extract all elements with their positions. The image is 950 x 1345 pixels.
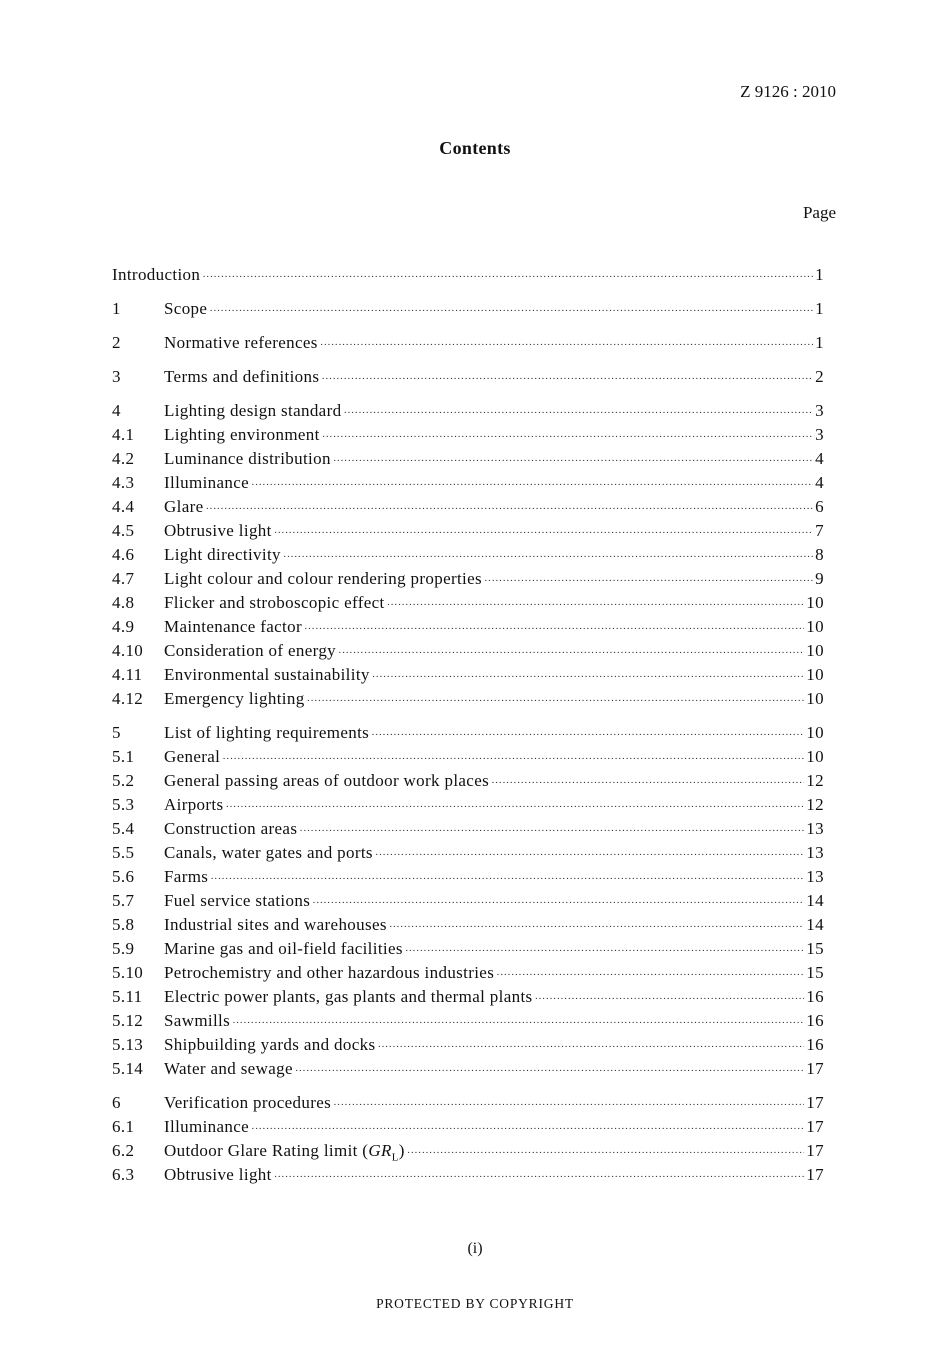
toc-section-number: 4.10 xyxy=(112,641,144,660)
dot-leader xyxy=(225,795,804,815)
toc-page-number: 13 xyxy=(806,843,824,862)
toc-entry[interactable] xyxy=(112,795,824,819)
toc-section-number: 5.1 xyxy=(112,747,135,766)
toc-section-title: List of lighting requirements xyxy=(164,723,370,742)
dot-leader xyxy=(375,843,804,863)
toc-section-number: 5.11 xyxy=(112,987,143,1006)
toc-entry[interactable] xyxy=(112,747,824,771)
toc-section-title: Fuel service stations xyxy=(164,891,311,910)
dot-leader xyxy=(389,915,804,935)
toc-section-number: 5.6 xyxy=(112,867,135,886)
toc-entry[interactable] xyxy=(112,545,824,569)
toc-page-number: 15 xyxy=(806,963,824,982)
toc-page-number: 14 xyxy=(806,891,824,910)
toc-page-number: 14 xyxy=(806,915,824,934)
toc-entry[interactable] xyxy=(112,665,824,689)
dot-leader xyxy=(377,1035,804,1055)
toc-section-number: 4.9 xyxy=(112,617,135,636)
toc-section-number: 1 xyxy=(112,299,121,318)
toc-page-number: 12 xyxy=(806,771,824,790)
toc-page-number: 7 xyxy=(815,521,824,540)
dot-leader xyxy=(274,521,813,541)
toc-section-title: Obtrusive light xyxy=(164,521,272,540)
dot-leader xyxy=(312,891,804,911)
toc-page-number: 15 xyxy=(806,939,824,958)
dot-leader xyxy=(222,747,804,767)
dot-leader xyxy=(304,617,804,637)
toc-section-title: Flicker and stroboscopic effect xyxy=(164,593,385,612)
toc-section-number: 4.3 xyxy=(112,473,135,492)
toc-entry[interactable] xyxy=(112,1141,824,1165)
toc-entry[interactable] xyxy=(112,723,824,747)
dot-leader xyxy=(387,593,805,613)
toc-section-title: Sawmills xyxy=(164,1011,231,1030)
dot-leader xyxy=(274,1165,805,1185)
toc-section-number: 5.2 xyxy=(112,771,135,790)
dot-leader xyxy=(320,333,813,353)
dot-leader xyxy=(307,689,805,709)
toc-section-title: Emergency lighting xyxy=(164,689,305,708)
toc-entry[interactable] xyxy=(112,425,824,449)
toc-entry[interactable] xyxy=(112,641,824,665)
toc-page-number: 1 xyxy=(815,265,824,284)
toc-entry[interactable] xyxy=(112,939,824,963)
toc-page-number: 4 xyxy=(815,473,824,492)
toc-page-number: 17 xyxy=(806,1093,824,1112)
toc-section-title: General xyxy=(164,747,221,766)
toc-section-number: 4.12 xyxy=(112,689,144,708)
toc-section-title: Normative references xyxy=(164,333,318,352)
toc-section-number: 5.8 xyxy=(112,915,135,934)
toc-entry[interactable] xyxy=(112,617,824,641)
toc-entry[interactable] xyxy=(112,521,824,545)
toc-section-number: 4.1 xyxy=(112,425,135,444)
toc-page-number: 16 xyxy=(806,987,824,1006)
dot-leader xyxy=(534,987,804,1007)
toc-entry[interactable] xyxy=(112,1011,824,1035)
toc-section-title: Canals, water gates and ports xyxy=(164,843,373,862)
toc-section-title: Shipbuilding yards and docks xyxy=(164,1035,376,1054)
toc-section-number: 2 xyxy=(112,333,121,352)
dot-leader xyxy=(202,265,813,285)
toc-page-number: 10 xyxy=(806,641,824,660)
toc-section-number: 5.14 xyxy=(112,1059,144,1078)
toc-section-title: Obtrusive light xyxy=(164,1165,272,1184)
toc-page-number: 8 xyxy=(815,545,824,564)
toc-entry[interactable] xyxy=(112,473,824,497)
dot-leader xyxy=(206,497,814,517)
dot-leader xyxy=(371,723,804,743)
toc-section-title: Farms xyxy=(164,867,209,886)
toc-page-number: 16 xyxy=(806,1011,824,1030)
dot-leader xyxy=(210,867,804,887)
toc-page-number: 10 xyxy=(806,617,824,636)
toc-entry[interactable] xyxy=(112,771,824,795)
toc-section-number: 5.12 xyxy=(112,1011,144,1030)
page-column-label: Page xyxy=(802,203,836,222)
toc-section-number: 4.7 xyxy=(112,569,135,588)
toc-entry[interactable] xyxy=(112,1035,824,1059)
dot-leader xyxy=(491,771,804,791)
toc-entry[interactable] xyxy=(112,843,824,867)
toc-entry[interactable] xyxy=(112,1165,824,1189)
toc-entry[interactable] xyxy=(112,689,824,713)
dot-leader xyxy=(343,401,813,421)
copyright-notice: PROTECTED BY COPYRIGHT xyxy=(376,1296,574,1311)
toc-section-number: 4 xyxy=(112,401,121,420)
toc-section-title: Lighting environment xyxy=(164,425,320,444)
dot-leader xyxy=(299,819,804,839)
toc-section-title: Glare xyxy=(164,497,204,516)
toc-section-number: 4.5 xyxy=(112,521,135,540)
footer-page-number: (i) xyxy=(467,1240,483,1257)
toc-section-title: Scope xyxy=(164,299,208,318)
toc-section-number: 5.7 xyxy=(112,891,135,910)
dot-leader xyxy=(321,367,813,387)
toc-entry[interactable] xyxy=(112,963,824,987)
toc-section-number: 4.2 xyxy=(112,449,135,468)
toc-section-title: Illuminance xyxy=(164,1117,250,1136)
toc-entry[interactable] xyxy=(112,987,824,1011)
dot-leader xyxy=(295,1059,804,1079)
toc-entry[interactable] xyxy=(112,915,824,939)
toc-section-title: Verification procedures xyxy=(164,1093,332,1112)
toc-section-title: Petrochemistry and other hazardous industries xyxy=(164,963,495,982)
toc-entry[interactable] xyxy=(112,891,824,915)
toc-section-number: 6.2 xyxy=(112,1141,135,1160)
toc-section-number: 5.9 xyxy=(112,939,135,958)
toc-entry[interactable] xyxy=(112,299,824,323)
toc-entry[interactable] xyxy=(112,497,824,521)
dot-leader xyxy=(232,1011,804,1031)
toc-entry[interactable] xyxy=(112,593,824,617)
toc-section-number: 4.6 xyxy=(112,545,135,564)
toc-section-title: Environmental sustainability xyxy=(164,665,370,684)
toc-section-number: 6 xyxy=(112,1093,121,1112)
toc-section-title: Outdoor Glare Rating limit $(GR_L)$ xyxy=(164,1141,405,1164)
toc-section-title: Airports xyxy=(164,795,224,814)
toc-entry[interactable] xyxy=(112,867,824,891)
toc-page-number: 17 xyxy=(806,1117,824,1136)
toc-section-title: Marine gas and oil-field facilities xyxy=(164,939,403,958)
toc-page-number: 3 xyxy=(815,425,824,444)
toc-section-number: 5.3 xyxy=(112,795,135,814)
toc-page-number: 17 xyxy=(806,1165,824,1184)
toc-entry[interactable] xyxy=(112,1117,824,1141)
toc-section-number: 5 xyxy=(112,723,121,742)
toc-section-title: Terms and definitions xyxy=(164,367,320,386)
toc-section-title: Industrial sites and warehouses xyxy=(164,915,387,934)
toc-section-title: Luminance distribution xyxy=(164,449,331,468)
toc-entry[interactable] xyxy=(112,401,824,425)
toc-section-title: Introduction xyxy=(112,265,201,284)
toc-entry[interactable] xyxy=(112,1093,824,1117)
dot-leader xyxy=(251,1117,804,1137)
toc-section-number: 4.8 xyxy=(112,593,135,612)
toc-section-title: Water and sewage xyxy=(164,1059,293,1078)
toc-section-number: 6.1 xyxy=(112,1117,135,1136)
dot-leader xyxy=(405,939,804,959)
toc-section-title: Consideration of energy xyxy=(164,641,337,660)
toc-page-number: 6 xyxy=(815,497,824,516)
toc-section-number: 5.4 xyxy=(112,819,135,838)
dot-leader xyxy=(333,449,813,469)
dot-leader xyxy=(283,545,813,565)
toc-entry[interactable] xyxy=(112,333,824,357)
toc-page-number: 3 xyxy=(815,401,824,420)
dot-leader xyxy=(372,665,805,685)
toc-entry[interactable] xyxy=(112,1059,824,1083)
toc-page-number: 17 xyxy=(806,1141,824,1160)
toc-section-number: 4.11 xyxy=(112,665,143,684)
toc-page-number: 4 xyxy=(815,449,824,468)
toc-entry[interactable] xyxy=(112,449,824,473)
toc-entry[interactable] xyxy=(112,819,824,843)
toc-entry[interactable] xyxy=(112,265,824,289)
table-of-contents xyxy=(112,265,824,1189)
toc-page-number: 10 xyxy=(806,689,824,708)
toc-page-number: 12 xyxy=(806,795,824,814)
toc-section-number: 5.13 xyxy=(112,1035,144,1054)
toc-section-title: Light colour and colour rendering properties xyxy=(164,569,482,588)
toc-page-number: 13 xyxy=(806,867,824,886)
toc-section-title: General passing areas of outdoor work places xyxy=(164,771,490,790)
toc-entry[interactable] xyxy=(112,569,824,593)
document-id: Z 9126 : 2010 xyxy=(740,82,836,101)
toc-page-number: 10 xyxy=(806,593,824,612)
toc-section-title: Construction areas xyxy=(164,819,298,838)
toc-section-title: Illuminance xyxy=(164,473,250,492)
dot-leader xyxy=(407,1141,805,1161)
toc-page-number: 17 xyxy=(806,1059,824,1078)
toc-entry[interactable] xyxy=(112,367,824,391)
toc-section-title: Maintenance factor xyxy=(164,617,302,636)
dot-leader xyxy=(338,641,804,661)
dot-leader xyxy=(496,963,804,983)
toc-section-title: Lighting design standard xyxy=(164,401,342,420)
toc-page-number: 10 xyxy=(806,665,824,684)
toc-section-number: 4.4 xyxy=(112,497,135,516)
toc-section-number: 5.10 xyxy=(112,963,144,982)
toc-page-number: 1 xyxy=(815,333,824,352)
toc-section-title: Electric power plants, gas plants and thermal plants xyxy=(164,987,533,1006)
toc-page-number: 2 xyxy=(815,367,824,386)
dot-leader xyxy=(251,473,813,493)
toc-page-number: 9 xyxy=(815,569,824,588)
toc-page-number: 10 xyxy=(806,747,824,766)
toc-section-number: 6.3 xyxy=(112,1165,135,1184)
dot-leader xyxy=(209,299,813,319)
toc-page-number: 1 xyxy=(815,299,824,318)
toc-page-number: 10 xyxy=(806,723,824,742)
toc-page-number: 13 xyxy=(806,819,824,838)
toc-section-number: 5.5 xyxy=(112,843,135,862)
toc-section-number: 3 xyxy=(112,367,121,386)
dot-leader xyxy=(333,1093,804,1113)
dot-leader xyxy=(322,425,813,445)
toc-section-title: Light directivity xyxy=(164,545,281,564)
dot-leader xyxy=(484,569,813,589)
page-title: Contents xyxy=(439,138,511,158)
toc-page-number: 16 xyxy=(806,1035,824,1054)
